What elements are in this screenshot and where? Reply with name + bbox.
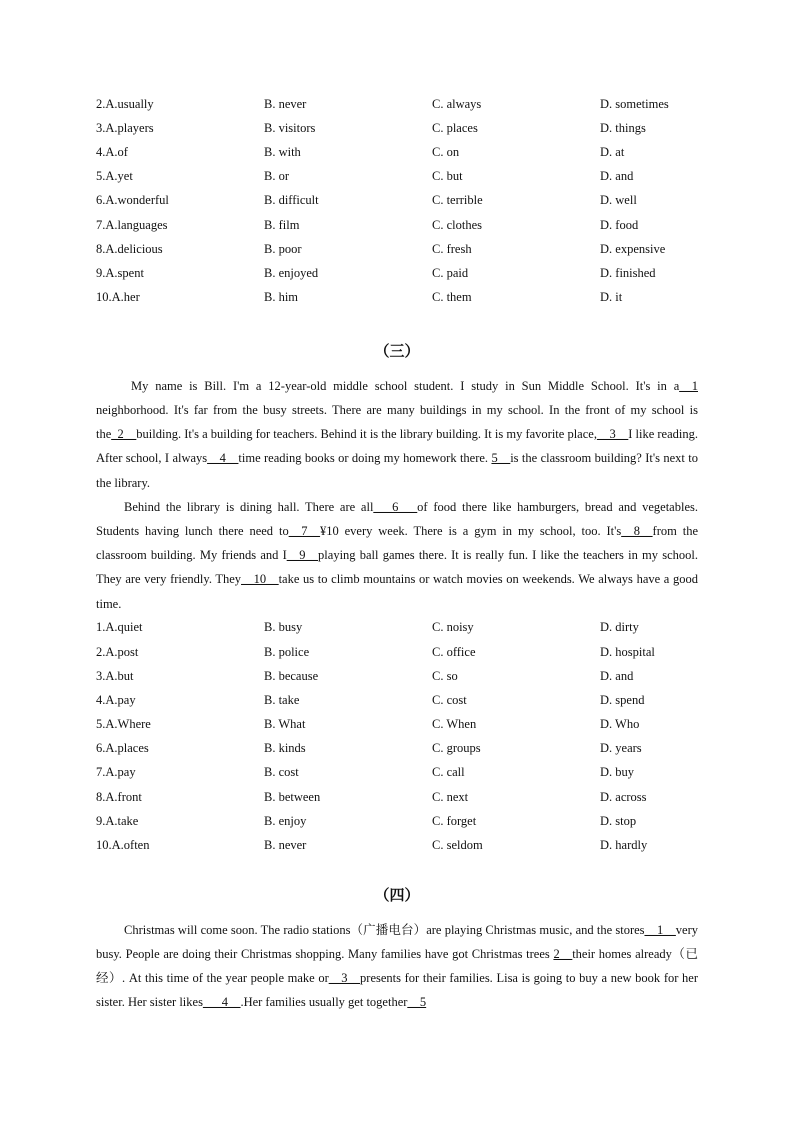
option-d: D. food [600, 217, 639, 232]
passage-text: Behind the library is dining hall. There are all [124, 499, 374, 514]
option-row [96, 640, 698, 664]
option-c: C. call [432, 765, 465, 780]
option-row [96, 833, 698, 857]
option-row [96, 785, 698, 809]
option-a: 5.A.Where [96, 717, 151, 732]
option-c: C. next [432, 789, 469, 804]
option-b: B. take [264, 692, 300, 707]
document-page [96, 92, 698, 1014]
section4-passage [96, 918, 698, 1015]
option-c: C. fresh [432, 241, 472, 256]
option-a: 10.A.her [96, 290, 140, 305]
option-d: D. things [600, 120, 646, 135]
option-a: 3.A.players [96, 120, 154, 135]
answer-blank: 5__ [491, 451, 511, 466]
passage-text: very busy. People are doing their Christmas shopping. Many families have got Christmas trees [96, 922, 698, 961]
passage-text: take us to climb mountains or watch movies on weekends. We always have a good time. [96, 572, 698, 611]
option-d: D. stop [600, 813, 637, 828]
option-row [96, 761, 698, 785]
option-a: 8.A.front [96, 789, 142, 804]
option-a: 8.A.delicious [96, 241, 163, 256]
option-b: B. never [264, 96, 307, 111]
answer-blank: _2__ [111, 427, 137, 442]
option-c: C. always [432, 96, 482, 111]
option-a: 2.A.usually [96, 96, 154, 111]
passage-paragraph [96, 918, 698, 1015]
section3-options [96, 616, 698, 858]
option-d: D. and [600, 668, 634, 683]
option-a: 10.A.often [96, 838, 150, 852]
passage-text: time reading books or doing my homework there. [238, 451, 492, 466]
passage-text: My name is Bill. I'm a 12-year-old middle school student. I study in Sun Middle School. It's in a [131, 378, 680, 393]
answer-blank: __1__ [644, 922, 676, 937]
answer-blank: __10__ [241, 572, 279, 587]
option-b: B. between [264, 789, 321, 804]
option-b: B. difficult [264, 193, 319, 208]
option-d: D. finished [600, 265, 656, 280]
option-c: C. places [432, 120, 478, 135]
option-c: C. clothes [432, 217, 482, 232]
option-c: C. noisy [432, 620, 474, 635]
section2-options [96, 92, 698, 310]
answer-blank: ___6___ [373, 499, 418, 514]
option-b: B. or [264, 169, 289, 184]
option-b: B. enjoy [264, 813, 307, 828]
option-c: C. paid [432, 265, 469, 280]
passage-text: of food there like hamburgers, bread and vegetables. Students having lunch there need to [96, 499, 698, 538]
answer-blank: __3__ [328, 971, 361, 985]
option-a: 9.A.spent [96, 265, 144, 280]
answer-blank: 2__ [553, 946, 573, 961]
option-row [96, 737, 698, 761]
option-b: B. never [264, 838, 307, 852]
section3-heading: （三） [374, 341, 420, 360]
passage-text: building. It's a building for teachers. Behind it is the library building. It is my favorite place, [136, 427, 597, 442]
passage-text: ¥10 every week. There is a gym in my school, too. It's [319, 523, 622, 538]
option-c: C. but [432, 169, 463, 184]
option-b: B. cost [264, 765, 299, 780]
option-b: B. because [264, 668, 319, 683]
option-c: C. terrible [432, 193, 483, 208]
option-d: D. spend [600, 692, 645, 707]
option-a: 5.A.yet [96, 169, 133, 184]
option-a: 7.A.pay [96, 765, 136, 780]
option-row [96, 688, 698, 712]
option-d: D. at [600, 144, 625, 159]
passage-paragraph [96, 495, 698, 616]
option-c: C. cost [432, 692, 467, 707]
option-d: D. sometimes [600, 96, 669, 111]
option-d: D. Who [600, 717, 640, 732]
option-b: B. kinds [264, 741, 306, 756]
option-row [96, 664, 698, 688]
passage-text: I like reading. After school, I always [96, 427, 698, 466]
answer-blank: __1 [679, 378, 698, 393]
option-d: D. and [600, 169, 634, 184]
option-a: 6.A.places [96, 741, 149, 756]
answer-blank: __9__ [286, 548, 319, 563]
option-row [96, 165, 698, 189]
passage-text: their homes already（已经）. At this time of the year people make or [96, 946, 698, 985]
option-row [96, 213, 698, 237]
option-a: 7.A.languages [96, 217, 168, 232]
answer-blank: __3__ [596, 427, 629, 442]
option-row [96, 712, 698, 736]
option-c: C. groups [432, 741, 481, 756]
passage-text: from the classroom building. My friends and I [96, 523, 699, 563]
option-d: D. years [600, 741, 642, 756]
option-d: D. hardly [600, 838, 648, 852]
answer-blank: __8__ [621, 523, 653, 538]
option-d: D. dirty [600, 620, 639, 635]
option-row [96, 92, 698, 116]
option-row [96, 116, 698, 140]
answer-blank: ___4__ [202, 995, 241, 1010]
option-row [96, 809, 698, 833]
option-d: D. across [600, 789, 647, 804]
option-row [96, 237, 698, 261]
option-row [96, 140, 698, 164]
option-a: 4.A.of [96, 144, 128, 159]
option-b: B. poor [264, 241, 302, 256]
passage-text: playing ball games there. It is really fun. I like the teachers in my school. They are very friendly. They [96, 548, 698, 587]
option-a: 1.A.quiet [96, 620, 143, 635]
option-a: 3.A.but [96, 668, 134, 683]
option-d: D. hospital [600, 644, 655, 659]
option-row [96, 286, 698, 310]
option-c: C. forget [432, 813, 477, 828]
option-c: C. so [432, 668, 458, 683]
passage-text: is the classroom building? It's next to the library. [96, 451, 698, 490]
option-d: D. buy [600, 765, 635, 780]
option-a: 9.A.take [96, 813, 139, 828]
option-b: B. with [264, 144, 301, 159]
option-c: C. them [432, 290, 472, 305]
option-c: C. on [432, 144, 460, 159]
option-b: B. enjoyed [264, 265, 319, 280]
option-b: B. busy [264, 620, 303, 635]
option-d: D. well [600, 193, 637, 208]
option-row [96, 261, 698, 285]
section3-passage [96, 374, 698, 616]
option-b: B. What [264, 717, 306, 732]
passage-paragraph [96, 374, 698, 495]
option-b: B. film [264, 217, 300, 232]
option-d: D. it [600, 290, 623, 305]
option-a: 6.A.wonderful [96, 193, 169, 208]
option-c: C. seldom [432, 838, 483, 852]
answer-blank: __5 [407, 995, 427, 1010]
option-d: D. expensive [600, 241, 666, 256]
passage-text: presents for their families. Lisa is going to buy a new book for her sister. Her sister likes [96, 971, 698, 1010]
option-c: C. When [432, 717, 477, 732]
option-a: 4.A.pay [96, 692, 136, 707]
option-c: C. office [432, 644, 476, 659]
option-row [96, 189, 698, 213]
passage-text: neighborhood. It's far from the busy streets. There are many buildings in my school. In the front of my school is the [96, 402, 698, 442]
answer-blank: __4__ [207, 451, 239, 466]
section4-heading: （四） [374, 885, 420, 904]
answer-blank: __7__ [288, 523, 320, 538]
option-a: 2.A.post [96, 644, 139, 659]
passage-text: Christmas will come soon. The radio stations（广播电台）are playing Christmas music, and the stores [124, 922, 645, 937]
passage-text: .Her families usually get together [240, 995, 408, 1010]
option-b: B. visitors [264, 120, 316, 135]
option-b: B. police [264, 644, 310, 659]
option-row [96, 616, 698, 640]
option-b: B. him [264, 290, 299, 305]
